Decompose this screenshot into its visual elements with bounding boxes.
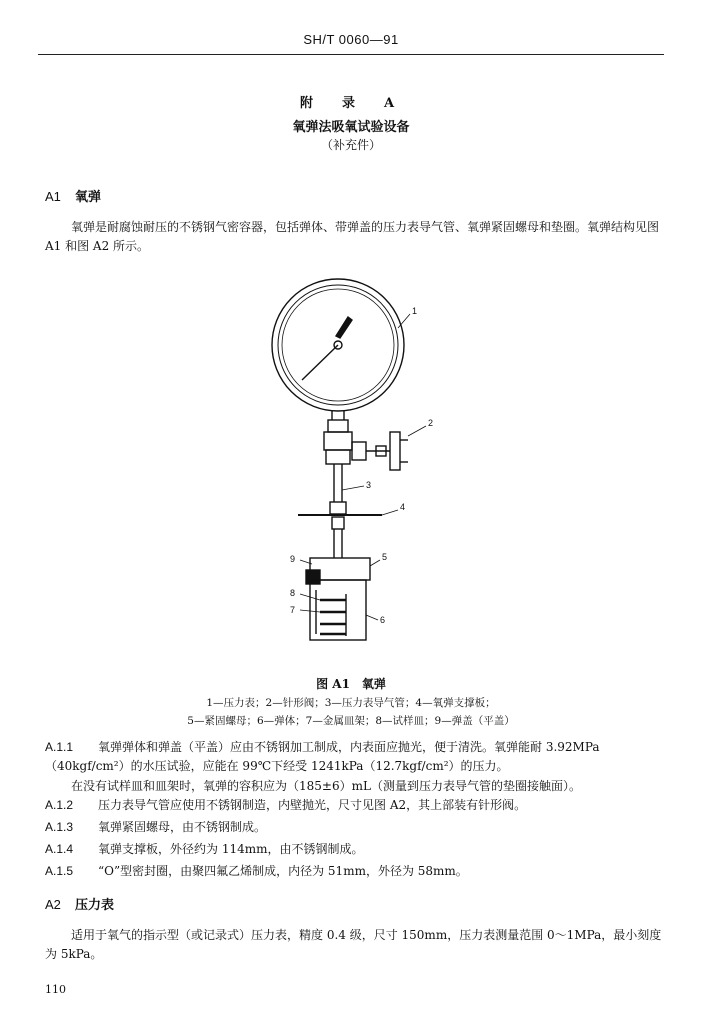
section-a1-paragraph: 氧弹是耐腐蚀耐压的不锈钢气密容器，包括弹体、带弹盖的压力表导气管、氧弹紧固螺母和垫圈。氧弹结构见图 A1 和图 A2 所示。 [45, 220, 660, 253]
callout-5: 5 [382, 552, 388, 562]
section-a2-paragraph: 适用于氧气的指示型（或记录式）压力表，精度 0.4 级，尺寸 150mm，压力表测量范围 0～1MPa，最小刻度为 5kPa。 [45, 928, 662, 961]
item-a15-number: A.1.5 [45, 864, 74, 878]
callout-4: 4 [400, 502, 406, 512]
needle-valve [352, 442, 366, 460]
callout-6: 6 [380, 615, 386, 625]
callout-2: 2 [428, 418, 434, 428]
item-a13: A.1.3 氧弹紧固螺母，由不锈钢制成。 [45, 820, 267, 834]
figure-caption: 图 A1 氧弹 [316, 677, 386, 691]
callout-9: 9 [290, 554, 296, 564]
bomb-body [310, 580, 366, 640]
figure-legend-line1: 1—压力表；2—针形阀；3—压力表导气管；4—氧弹支撑板； [206, 697, 496, 709]
appendix-label: 附 录 A [299, 96, 403, 111]
callout-7: 7 [290, 605, 296, 615]
section-a2-heading [45, 894, 114, 913]
appendix-subtitle: （补充件） [320, 138, 381, 152]
callout-1: 1 [412, 306, 418, 316]
item-a11: A.1.1 氧弹弹体和弹盖（平盖）应由不锈钢加工制成，内表面应抛光，便于清洗。氧弹能耐 3.92MPa [45, 740, 600, 754]
item-a13-number: A.1.3 [45, 820, 74, 834]
item-a11-line2: （40kgf/cm²）的水压试验，应能在 99℃下经受 1241kPa（12.7kgf/cm²）的压力。 [45, 759, 509, 773]
section-a1-number: A1 [45, 189, 61, 204]
item-a15: A.1.5 “O”型密封圈，由聚四氟乙烯制成，内径为 51mm，外径为 58mm。 [45, 864, 468, 878]
section-a2-title: 压力表 [75, 898, 115, 913]
page-header: SH/T 0060—91 [303, 32, 399, 47]
callout-8: 8 [290, 588, 296, 598]
item-a11-number: A.1.1 [45, 740, 74, 754]
section-a1-heading [45, 186, 101, 205]
gauge-needle [302, 345, 338, 380]
item-a14: A.1.4 氧弹支撑板，外径约为 114mm，由不锈钢制成。 [45, 842, 364, 856]
section-a2-number: A2 [45, 897, 61, 912]
item-a14-number: A.1.4 [45, 842, 74, 856]
figure-legend-line2: 5—紧固螺母；6—弹体；7—金属皿架；8—试样皿；9—弹盖（平盖） [187, 715, 515, 727]
item-a12-number: A.1.2 [45, 798, 74, 812]
page-number: 110 [45, 983, 66, 996]
item-a12: A.1.2 压力表导气管应使用不锈钢制造，内壁抛光，尺寸见图 A2，其上部装有针形阀。 [45, 798, 527, 812]
section-a1-title: 氧弹 [75, 190, 102, 205]
oxygen-bomb-figure [260, 270, 450, 660]
header-rule [38, 54, 664, 55]
callout-3: 3 [366, 480, 372, 490]
appendix-title: 氧弹法吸氧试验设备 [292, 120, 410, 135]
item-a11-line3: 在没有试样皿和皿架时，氧弹的容积应为（185±6）mL（测量到压力表导气管的垫圈接触面）。 [71, 779, 581, 793]
